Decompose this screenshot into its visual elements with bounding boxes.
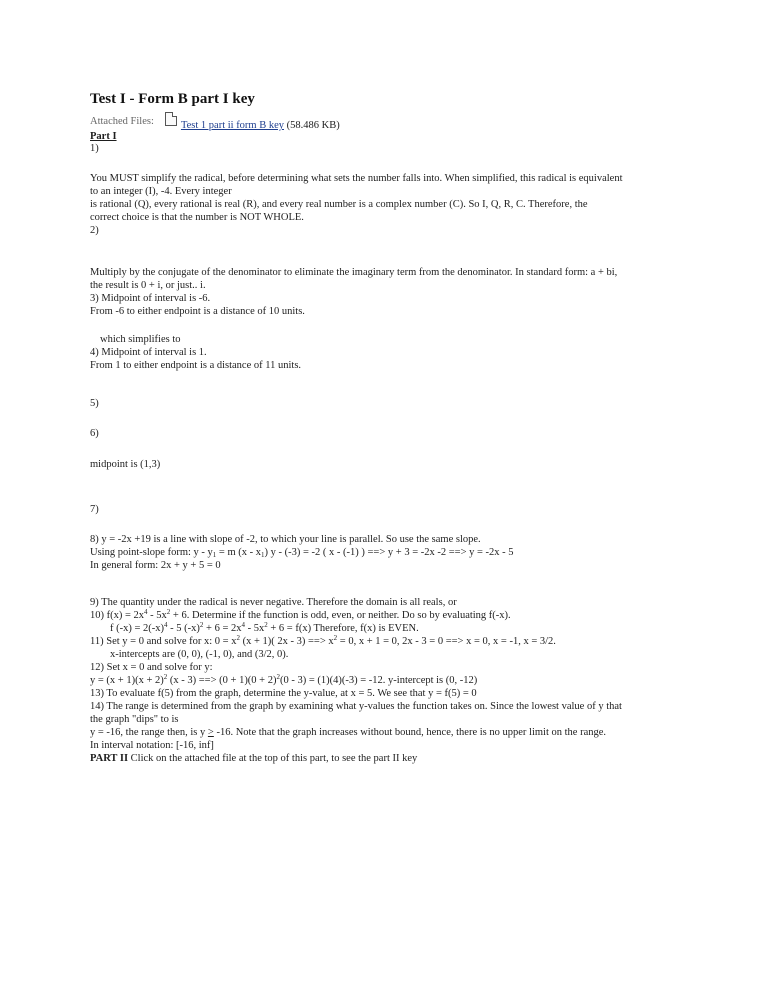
q1-line-1: You MUST simplify the radical, before determining what sets the number falls into. When simplified, this radical is equivalent (90, 173, 623, 184)
q2-number: 2) (90, 225, 99, 236)
q1-line-2: to an integer (I), -4. Every integer (90, 186, 232, 197)
part2-label: PART II (90, 753, 129, 764)
q14-line-1: 14) The range is determined from the graph by examining what y-values the function takes on. Since the lowest value of y that (90, 701, 622, 712)
q11-line-1: 11) Set y = 0 and solve for x: $0 = x^2$ (x + 1)( 2x - 3) ==> $x^2 = 0$, x + 1 = 0, 2x - 3 = 0 ==> x = 0, x = -1, x = 3/2. (90, 634, 556, 647)
file-icon[interactable] (165, 112, 177, 126)
q10-line-1: 10) $f(x) = 2x^4 - 5x^2 + 6$. Determine if the function is odd, even, or neither. Do so by evaluating f(-x). (90, 608, 511, 621)
q8-line-3: In general form: 2x + y + 5 = 0 (90, 560, 221, 571)
q2-line-2: the result is 0 + i, or just.. i. (90, 280, 206, 291)
q14-line-3: y = -16, the range then, is y > -16. Note that the graph increases without bound, hence, there is no upper limit on the range. (90, 727, 607, 738)
attached-files-label: Attached Files: (90, 116, 154, 127)
q1-number: 1) (90, 143, 99, 154)
q6-number: 6) (90, 428, 99, 439)
midpoint-text: midpoint is (1,3) (90, 459, 161, 470)
q1-line-3: is rational (Q), every rational is real (R), and every real number is a complex number (C). So I, Q, R, C. Therefore, the (90, 199, 588, 210)
attached-file-size: (58.486 KB) (286, 120, 340, 131)
attached-file-link[interactable]: Test 1 part ii form B key (180, 120, 285, 131)
q14-line-2: the graph "dips" to is (90, 714, 179, 725)
part2-text: Click on the attached file at the top of this part, to see the part II key (128, 753, 418, 764)
q8-line-1: 8) y = -2x +19 is a line with slope of -2, to which your line is parallel. So use the same slope. (90, 534, 481, 545)
part2-line (90, 752, 417, 765)
page-title: Test I - Form B part I key (90, 91, 255, 107)
q2-line-1: Multiply by the conjugate of the denominator to eliminate the imaginary term from the denominator. In standard form: a + bi, (90, 267, 618, 278)
q11-line-2: x-intercepts are (0, 0), (-1, 0), and (3/2, 0). (110, 649, 289, 660)
q9-line: 9) The quantity under the radical is never negative. Therefore the domain is all reals, or (90, 597, 457, 608)
q7-number: 7) (90, 504, 99, 515)
q3-line-3: which simplifies to (100, 334, 181, 345)
q10-line-2: f $(-x) = 2(-x)^4 - 5$ $(-x)^2 + 6 = 2x^4 - 5x^2 + 6 = f(x)$ Therefore, f(x) is EVEN. (110, 621, 419, 634)
q12-line-1: 12) Set x = 0 and solve for y: (90, 662, 213, 673)
q5-number: 5) (90, 398, 99, 409)
q3-line-2: From -6 to either endpoint is a distance of 10 units. (90, 306, 305, 317)
part1-heading: Part I (90, 131, 117, 142)
q4-line-1: 4) Midpoint of interval is 1. (90, 347, 207, 358)
attachment-row (90, 112, 340, 131)
q14-line-4: In interval notation: [-16, inf] (90, 740, 214, 751)
q1-line-4: correct choice is that the number is NOT WHOLE. (90, 212, 304, 223)
q12-line-2: $y = (x + 1)(x + 2)^2$ (x - 3) ==> $(0 + 1)(0 + 2)^2(0 - 3) = (1)(4)(-3) = -12$. y-intercept is (0, -12) (90, 673, 478, 686)
q13-line: 13) To evaluate f(5) from the graph, determine the y-value, at x = 5. We see that y = f(5) = 0 (90, 688, 477, 699)
q3-line-1: 3) Midpoint of interval is -6. (90, 293, 211, 304)
q4-line-2: From 1 to either endpoint is a distance of 11 units. (90, 360, 302, 371)
q8-line-2: Using point-slope form: $y - y_1 = m$ $(x - x_1)$ y - (-3) = -2 ( x - (-1) ) ==> y + 3 = -2x -2 ==> y = -2x - 5 (90, 547, 514, 559)
